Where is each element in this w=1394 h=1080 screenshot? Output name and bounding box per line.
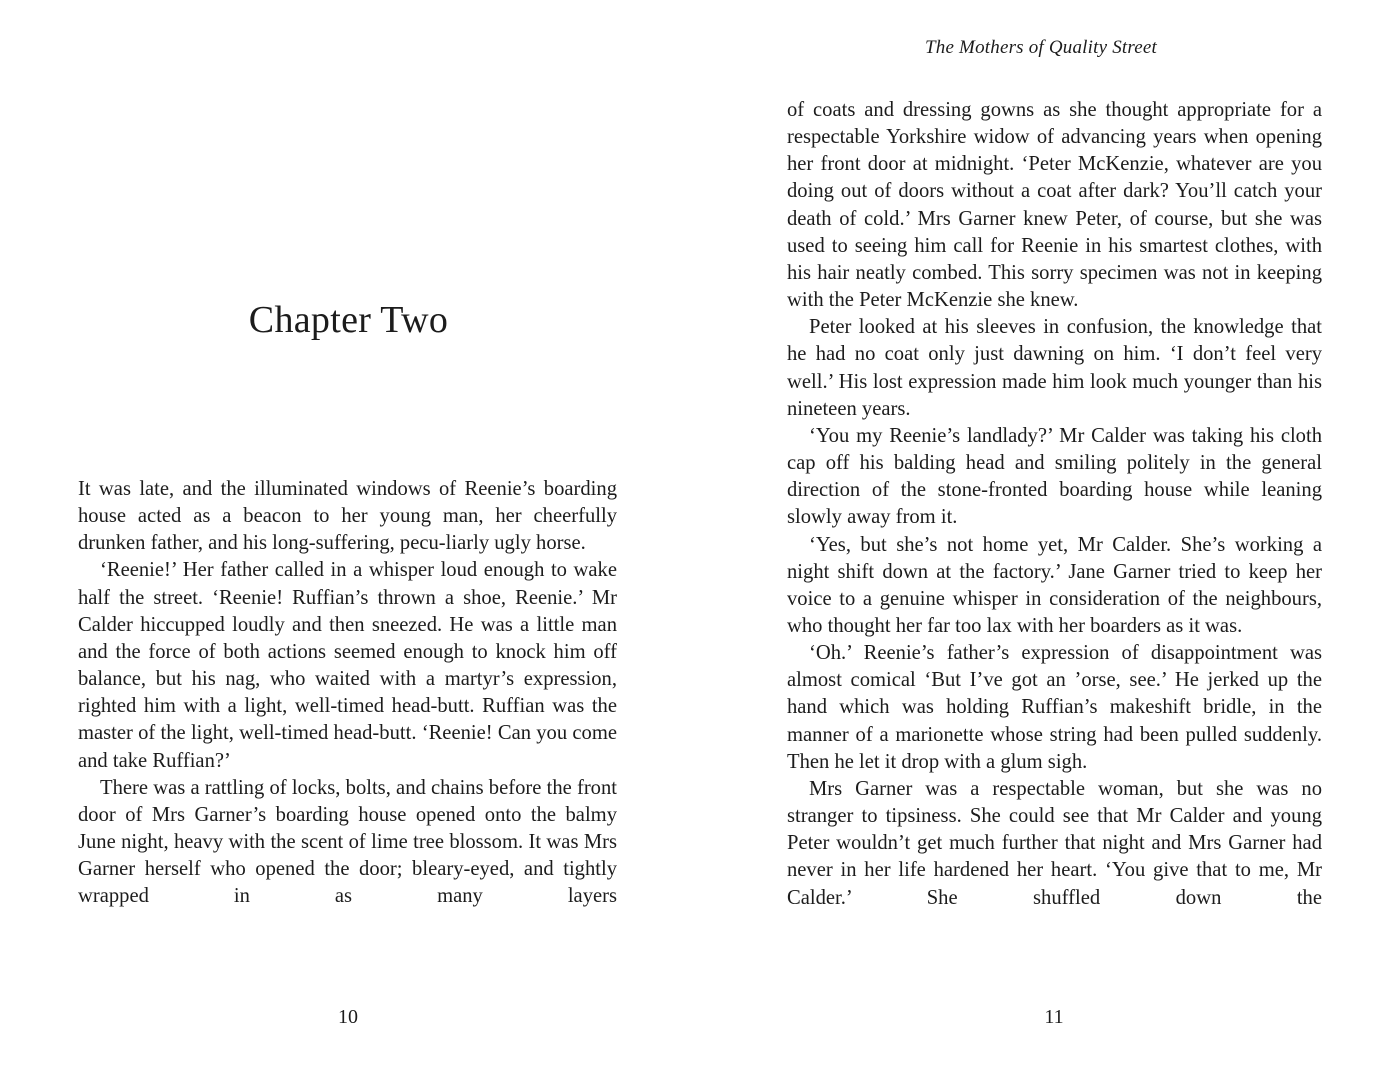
paragraph: It was late, and the illuminated windows of Reenie’s boarding house acted as a beacon to her young man, her cheerfully drunken father, and his long-suffering, pecu-liarly ugly horse. xyxy=(78,478,617,555)
paragraph: There was a rattling of locks, bolts, and chains before the front door of Mrs Garner’s boarding house opened onto the balmy June night, heavy with the scent of lime tree blossom. It was Mrs Garner herself who opened the door; bleary-eyed, and tightly wrapped in as many layers xyxy=(78,776,617,908)
paragraph: Peter looked at his sleeves in confusion, the knowledge that he had no coat only just dawning on him. ‘I don’t feel very well.’ His lost expression made him look much younger than his nineteen years. xyxy=(787,316,1322,420)
left-page-body xyxy=(78,476,617,911)
paragraph: of coats and dressing gowns as she thought appropriate for a respectable Yorkshire widow of advancing years when opening her front door at midnight. ‘Peter McKenzie, whatever are you doing out of doors without a coat after dark? You’ll catch your death of cold.’ Mrs Garner knew Peter, of course, but she was used to seeing him call for Reenie in his smartest clothes, with his hair neatly combed. This sorry specimen was not in keeping with the Peter McKenzie she knew. xyxy=(787,99,1322,312)
paragraph: ‘Oh.’ Reenie’s father’s expression of disappointment was almost comical ‘But I’ve got an ’orse, see.’ He jerked up the hand which was holding Ruffian’s makeshift bridle, in the manner of a marionette whose string had been pulled suddenly. Then he let it drop with a glum sigh. xyxy=(787,642,1322,773)
running-head: The Mothers of Quality Street xyxy=(925,37,1158,58)
chapter-title: Chapter Two xyxy=(248,299,449,341)
paragraph: Mrs Garner was a respectable woman, but she was no stranger to tipsiness. She could see that Mr Calder and young Peter wouldn’t get much further that night and Mrs Garner had never in her life hardened her heart. ‘You give that to me, Mr Calder.’ She shuffled down the xyxy=(787,777,1322,909)
page-number-left: 10 xyxy=(338,1006,358,1028)
paragraph: ‘You my Reenie’s landlady?’ Mr Calder was taking his cloth cap off his balding head and smiling politely in the general direction of the stone-fronted boarding house while leaning slowly away from it. xyxy=(787,424,1322,529)
paragraph: ‘Reenie!’ Her father called in a whisper loud enough to wake half the street. ‘Reenie! Ruffian’s thrown a shoe, Reenie.’ Mr Calder hiccupped loudly and then sneezed. He was a little man and the force of both actions seemed enough to knock him off balance, but his nag, who waited with a martyr’s expression, righted him with a light, well-timed head-butt. Ruffian was the master of the light, well-timed head-butt. ‘Reenie! Can you come and take Ruffian?’ xyxy=(78,559,617,772)
page-number-right: 11 xyxy=(1044,1006,1064,1028)
paragraph: ‘Yes, but she’s not home yet, Mr Calder. She’s working a night shift down at the factory.’ Jane Garner tried to keep her voice to a genuine whisper in consideration of the neighbours, who thought her far too lax with her boarders as it was. xyxy=(787,533,1322,637)
right-page-body xyxy=(787,97,1322,912)
